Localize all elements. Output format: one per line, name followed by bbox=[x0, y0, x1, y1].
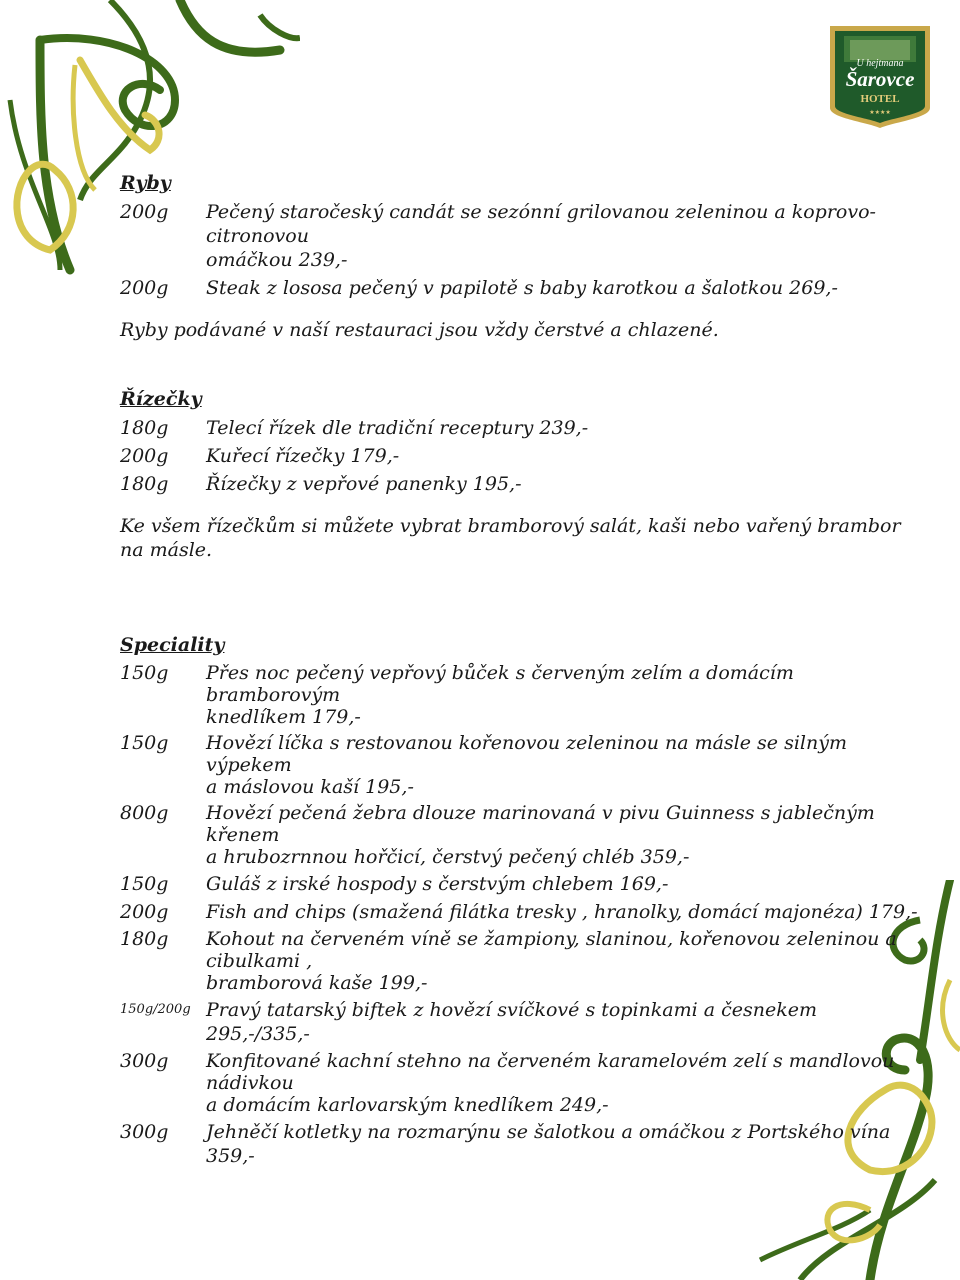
menu-item bbox=[120, 1120, 920, 1168]
menu-item bbox=[120, 662, 920, 728]
item-description bbox=[206, 732, 920, 798]
item-description: Řízečky z vepřové panenky 195,- bbox=[206, 473, 522, 495]
item-description: Telecí řízek dle tradiční receptury 239,- bbox=[206, 417, 589, 439]
menu-item bbox=[120, 998, 920, 1046]
section-note: Ke všem řízečkům si můžete vybrat bramborový salát, kaši nebo vařený brambor na másle. bbox=[120, 515, 901, 561]
item-weight: 200g bbox=[120, 901, 169, 923]
item-desc-line: a domácím karlovarským knedlíkem 249,- bbox=[206, 1094, 609, 1116]
section-title: Řízečky bbox=[120, 388, 202, 410]
item-weight: 300g bbox=[120, 1121, 169, 1143]
item-weight: 800g bbox=[120, 802, 169, 824]
item-weight: 150g bbox=[120, 662, 169, 684]
menu-item bbox=[120, 928, 920, 994]
item-desc-line: omáčkou 239,- bbox=[206, 249, 348, 271]
item-weight: 200g bbox=[120, 201, 169, 223]
item-description: Jehněčí kotletky na rozmarýnu se šalotkou a omáčkou z Portského vína 359,- bbox=[206, 1121, 891, 1167]
logo-stars: ★★★★ bbox=[869, 109, 891, 116]
logo-line-3: HOTEL bbox=[860, 93, 900, 105]
item-weight: 150g bbox=[120, 732, 169, 754]
item-weight: 150g/200g bbox=[120, 1002, 191, 1017]
menu-item bbox=[120, 900, 920, 924]
item-description: Kuřecí řízečky 179,- bbox=[206, 445, 400, 467]
menu-item bbox=[120, 416, 920, 440]
item-description bbox=[206, 200, 920, 272]
item-description: Steak z lososa pečený v papilotě s baby karotkou a šalotkou 269,- bbox=[206, 277, 838, 299]
section-title: Speciality bbox=[120, 634, 225, 656]
menu-item bbox=[120, 276, 920, 300]
item-description bbox=[206, 1050, 920, 1116]
section-rizecky bbox=[120, 386, 920, 562]
logo-line-2: Šarovce bbox=[845, 67, 915, 91]
item-desc-line: Kohout na červeném víně se žampiony, slaninou, kořenovou zeleninou a cibulkami , bbox=[206, 928, 897, 972]
item-desc-line: a hrubozrnnou hořčicí, čerstvý pečený chléb 359,- bbox=[206, 846, 690, 868]
section-speciality bbox=[120, 632, 920, 1168]
item-weight: 180g bbox=[120, 928, 169, 950]
item-desc-line: a máslovou kaší 195,- bbox=[206, 776, 414, 798]
menu-item bbox=[120, 200, 920, 272]
item-description bbox=[206, 662, 920, 728]
item-description: Guláš z irské hospody s čerstvým chlebem 169,- bbox=[206, 873, 669, 895]
item-desc-line: Přes noc pečený vepřový bůček s červeným zelím a domácím bramborovým bbox=[206, 662, 794, 706]
item-weight: 150g bbox=[120, 873, 169, 895]
item-weight: 180g bbox=[120, 417, 169, 439]
menu-item bbox=[120, 444, 920, 468]
section-title: Ryby bbox=[120, 172, 171, 194]
item-description bbox=[206, 802, 920, 868]
menu-item bbox=[120, 802, 920, 868]
item-description bbox=[206, 928, 920, 994]
menu-content bbox=[120, 170, 920, 1172]
item-weight: 180g bbox=[120, 473, 169, 495]
section-ryby bbox=[120, 170, 920, 342]
item-desc-line: Pečený staročeský candát se sezónní grilovanou zeleninou a koprovo-citronovou bbox=[206, 201, 876, 247]
hotel-logo bbox=[824, 22, 936, 130]
item-weight: 200g bbox=[120, 277, 169, 299]
item-desc-line: Konfitované kachní stehno na červeném karamelovém zelí s mandlovou nádivkou bbox=[206, 1050, 895, 1094]
item-weight: 200g bbox=[120, 445, 169, 467]
menu-item bbox=[120, 732, 920, 798]
menu-item bbox=[120, 1050, 920, 1116]
logo-line-1: U hejtmana bbox=[856, 58, 904, 69]
item-description: Pravý tatarský biftek z hovězí svíčkové s topinkami a česnekem 295,-/335,- bbox=[206, 999, 818, 1045]
item-desc-line: Hovězí líčka s restovanou kořenovou zeleninou na másle se silným výpekem bbox=[206, 732, 847, 776]
menu-item bbox=[120, 472, 920, 496]
item-desc-line: bramborová kaše 199,- bbox=[206, 972, 428, 994]
section-note: Ryby podávané v naší restauraci jsou vždy čerstvé a chlazené. bbox=[120, 319, 719, 341]
item-desc-line: Hovězí pečená žebra dlouze marinovaná v pivu Guinness s jablečným křenem bbox=[206, 802, 875, 846]
item-weight: 300g bbox=[120, 1050, 169, 1072]
item-description: Fish and chips (smažená filátka tresky , hranolky, domácí majonéza) 179,- bbox=[206, 901, 918, 923]
menu-item bbox=[120, 872, 920, 896]
item-desc-line: knedlíkem 179,- bbox=[206, 706, 361, 728]
